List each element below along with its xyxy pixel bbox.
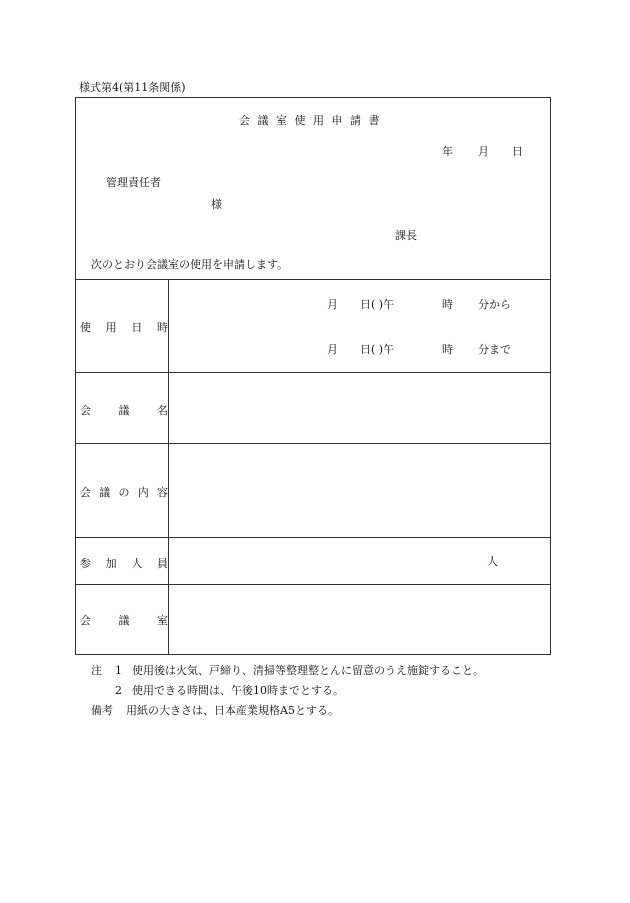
end-month: 月 — [327, 343, 338, 356]
label-meeting-name — [80, 403, 168, 417]
meeting-room-field[interactable] — [169, 585, 550, 654]
label-char: 用 — [105, 321, 117, 334]
label-participants — [80, 556, 168, 570]
label-meeting-room — [80, 613, 168, 627]
label-char: 員 — [156, 557, 168, 570]
date-month: 月 — [478, 145, 489, 158]
label-char: 時 — [156, 321, 168, 334]
addressee-role: 管理責任者 — [106, 176, 161, 189]
start-day-weekday: 日( )午 — [360, 298, 395, 311]
end-day-weekday: 日( )午 — [360, 343, 395, 356]
label-char: 室 — [157, 614, 168, 627]
label-char: 使 — [80, 321, 91, 334]
note-number: 2 — [115, 684, 122, 697]
form-title: 会 議 室 使 用 申 請 書 — [239, 114, 382, 127]
label-char: の — [118, 486, 130, 499]
note-text: 使用できる時間は、午後10時までとする。 — [132, 684, 344, 697]
date-day: 日 — [512, 145, 523, 158]
label-char: 会 — [80, 486, 91, 499]
meeting-content-field[interactable] — [169, 444, 550, 536]
label-meeting-content — [80, 485, 168, 499]
label-char: 加 — [105, 557, 117, 570]
start-minute-from: 分から — [478, 298, 511, 311]
start-hour: 時 — [442, 298, 453, 311]
label-char: 内 — [137, 486, 149, 499]
label-char: 会 — [80, 404, 91, 417]
label-char: 議 — [118, 404, 130, 417]
addressee-honorific: 様 — [211, 198, 222, 211]
applicant-title: 課長 — [395, 229, 417, 242]
date-year: 年 — [442, 145, 453, 158]
meeting-name-field[interactable] — [169, 373, 550, 442]
label-char: 日 — [131, 321, 143, 334]
label-char: 名 — [157, 404, 168, 417]
label-char: 議 — [99, 486, 111, 499]
header-divider — [75, 279, 551, 280]
label-char: 人 — [131, 557, 143, 570]
remark-text: 用紙の大きさは、日本産業規格A5とする。 — [126, 704, 339, 717]
start-month: 月 — [327, 298, 338, 311]
form-number: 様式第4(第11条関係) — [79, 81, 186, 94]
note-text: 使用後は火気、戸締り、清掃等整理整とんに留意のうえ施錠すること。 — [132, 664, 484, 677]
end-hour: 時 — [442, 343, 453, 356]
remark-prefix: 備考 — [91, 704, 113, 717]
label-usage-datetime — [80, 320, 168, 334]
end-minute-until: 分まで — [478, 343, 511, 356]
label-char: 容 — [157, 486, 168, 499]
label-char: 参 — [80, 557, 91, 570]
note-prefix: 注 — [91, 664, 102, 677]
label-char: 議 — [118, 614, 130, 627]
label-char: 会 — [80, 614, 91, 627]
intro-text: 次のとおり会議室の使用を申請します。 — [91, 258, 289, 271]
participants-unit: 人 — [487, 555, 498, 568]
note-number: 1 — [115, 664, 122, 677]
